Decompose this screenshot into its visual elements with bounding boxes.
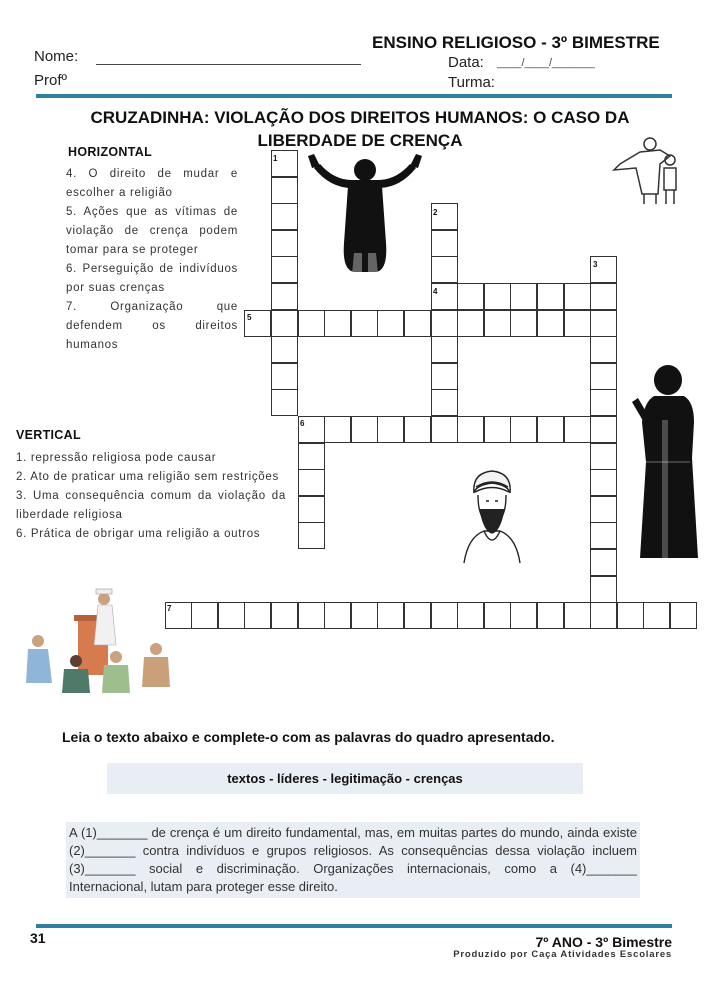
crossword-cell[interactable] (590, 496, 617, 523)
crossword-cell[interactable] (218, 602, 245, 629)
crossword-cell[interactable] (377, 602, 404, 629)
crossword-cell[interactable] (537, 602, 564, 629)
grid-number-7: 7 (167, 604, 172, 613)
crossword-cell[interactable] (271, 363, 298, 390)
crossword-cell[interactable] (298, 443, 325, 470)
crossword-cell[interactable] (431, 256, 458, 283)
crossword-cell[interactable] (510, 310, 537, 337)
crossword-cell[interactable] (298, 469, 325, 496)
praying-priest-illustration (628, 362, 700, 562)
crossword-cell[interactable] (404, 602, 431, 629)
grid-number-2: 2 (433, 208, 438, 217)
crossword-cell[interactable] (271, 203, 298, 230)
crossword-cell[interactable] (377, 416, 404, 443)
crossword-cell[interactable] (271, 389, 298, 416)
crossword-cell[interactable] (351, 602, 378, 629)
crossword-title-line2: LIBERDADE DE CRENÇA (257, 131, 463, 150)
crossword-cell[interactable] (431, 416, 458, 443)
vertical-clue-3: 3. Uma consequência comum da violação da liberdade religiosa (16, 490, 286, 521)
crossword-cell[interactable] (590, 283, 617, 310)
crossword-cell[interactable] (351, 310, 378, 337)
crossword-cell[interactable] (590, 389, 617, 416)
footer-producer: Produzido por Caça Atividades Escolares (453, 949, 672, 960)
vertical-clue-6: 6. Prática de obrigar uma religião a outros (16, 528, 261, 540)
crossword-cell[interactable] (564, 602, 591, 629)
crossword-cell[interactable] (457, 602, 484, 629)
crossword-cell[interactable] (617, 602, 644, 629)
crossword-cell[interactable] (590, 416, 617, 443)
crossword-cell[interactable] (298, 496, 325, 523)
crossword-cell[interactable] (484, 416, 511, 443)
crossword-cell[interactable] (510, 602, 537, 629)
footer-grade: 7º ANO - 3º Bimestre (535, 934, 672, 950)
crossword-cell[interactable] (457, 310, 484, 337)
crossword-cell[interactable] (271, 256, 298, 283)
grid-number-3: 3 (593, 260, 598, 269)
crossword-cell[interactable] (590, 443, 617, 470)
crossword-cell[interactable] (431, 602, 458, 629)
name-label: Nome: (34, 48, 79, 65)
worksheet-subject-title: ENSINO RELIGIOSO - 3º BIMESTRE (372, 33, 660, 52)
crossword-cell[interactable] (484, 283, 511, 310)
crossword-cell[interactable] (404, 310, 431, 337)
crossword-cell[interactable] (590, 469, 617, 496)
crossword-cell[interactable] (431, 230, 458, 257)
crossword-cell[interactable] (431, 336, 458, 363)
word-bank-box (107, 763, 583, 794)
footer-divider (36, 924, 672, 928)
crossword-cell[interactable] (431, 363, 458, 390)
crossword-cell[interactable] (431, 310, 458, 337)
crossword-cell[interactable] (537, 283, 564, 310)
bearded-man-turban-illustration (462, 465, 522, 565)
teacher-label: Profº (34, 72, 67, 89)
page-number: 31 (30, 930, 46, 946)
crossword-cell[interactable] (510, 416, 537, 443)
grid-number-5: 5 (247, 313, 252, 322)
crossword-cell[interactable] (590, 336, 617, 363)
vertical-heading: VERTICAL (16, 428, 81, 442)
crossword-cell[interactable] (537, 310, 564, 337)
vertical-clue-1: 1. repressão religiosa pode causar (16, 452, 217, 464)
horizontal-clue-4: 4. O direito de mudar e escolher a religião (66, 168, 238, 199)
crossword-cell[interactable] (191, 602, 218, 629)
horizontal-clue-7: 7. Organização que defendem os direitos humanos (66, 301, 238, 351)
crossword-cell[interactable] (564, 416, 591, 443)
crossword-cell[interactable] (324, 602, 351, 629)
crossword-cell[interactable] (670, 602, 697, 629)
crossword-title-line1: CRUZADINHA: VIOLAÇÃO DOS DIREITOS HUMANOS: O CASO DA (90, 108, 630, 127)
praying-man-illustration (300, 148, 430, 278)
crossword-cell[interactable] (377, 310, 404, 337)
grid-number-4: 4 (433, 287, 438, 296)
crossword-cell[interactable] (431, 389, 458, 416)
date-label: Data: (448, 54, 484, 71)
superhero-outline-illustration (610, 134, 684, 208)
crossword-cell[interactable] (298, 310, 325, 337)
crossword-cell[interactable] (324, 310, 351, 337)
sermon-group-illustration (22, 585, 172, 697)
horizontal-heading: HORIZONTAL (68, 145, 153, 159)
fill-in-paragraph: A (1)_______ de crença é um direito fundamental, mas, em muitas partes do mundo, ainda existe (2)_______ contra indivíduos e grupos religiosos. As consequências dessa violação incluem (3)_______ social e discriminação. Organizações internacionais, como a (4)_______ Internacional, lutam para proteger esse direito. (66, 822, 640, 898)
crossword-cell[interactable] (564, 310, 591, 337)
grid-number-1: 1 (273, 154, 278, 163)
crossword-cell[interactable] (457, 416, 484, 443)
crossword-cell[interactable] (271, 336, 298, 363)
vertical-clue-2: 2. Ato de praticar uma religião sem restrições (16, 471, 279, 483)
class-label: Turma: (448, 74, 495, 91)
crossword-cell[interactable] (457, 283, 484, 310)
crossword-cell[interactable] (324, 416, 351, 443)
crossword-cell[interactable] (590, 363, 617, 390)
word-bank-text: textos - líderes - legitimação - crenças (227, 771, 463, 786)
crossword-cell[interactable] (298, 522, 325, 549)
horizontal-clue-5: 5. Ações que as vítimas de violação de crença podem tomar para se proteger (66, 206, 238, 256)
crossword-cell[interactable] (351, 416, 378, 443)
crossword-cell[interactable] (590, 549, 617, 576)
crossword-cell[interactable] (271, 230, 298, 257)
crossword-cell[interactable] (271, 602, 298, 629)
crossword-cell[interactable] (298, 602, 325, 629)
crossword-cell[interactable] (590, 576, 617, 603)
crossword-cell[interactable] (643, 602, 670, 629)
crossword-cell[interactable] (271, 283, 298, 310)
horizontal-clue-6: 6. Perseguição de indivíduos por suas crenças (66, 263, 238, 294)
crossword-cell[interactable] (271, 177, 298, 204)
completion-instruction: Leia o texto abaixo e complete-o com as palavras do quadro apresentado. (62, 729, 555, 745)
crossword-cell[interactable] (271, 310, 298, 337)
crossword-cell[interactable] (484, 602, 511, 629)
date-field[interactable]: ____/____/_______ (497, 57, 595, 69)
crossword-cell[interactable] (404, 416, 431, 443)
crossword-cell[interactable] (537, 416, 564, 443)
crossword-cell[interactable] (484, 310, 511, 337)
crossword-cell[interactable] (590, 310, 617, 337)
crossword-cell[interactable] (590, 602, 617, 629)
grid-number-6: 6 (300, 419, 305, 428)
crossword-cell[interactable] (590, 522, 617, 549)
crossword-cell[interactable] (510, 283, 537, 310)
crossword-cell[interactable] (244, 602, 271, 629)
crossword-cell[interactable] (564, 283, 591, 310)
